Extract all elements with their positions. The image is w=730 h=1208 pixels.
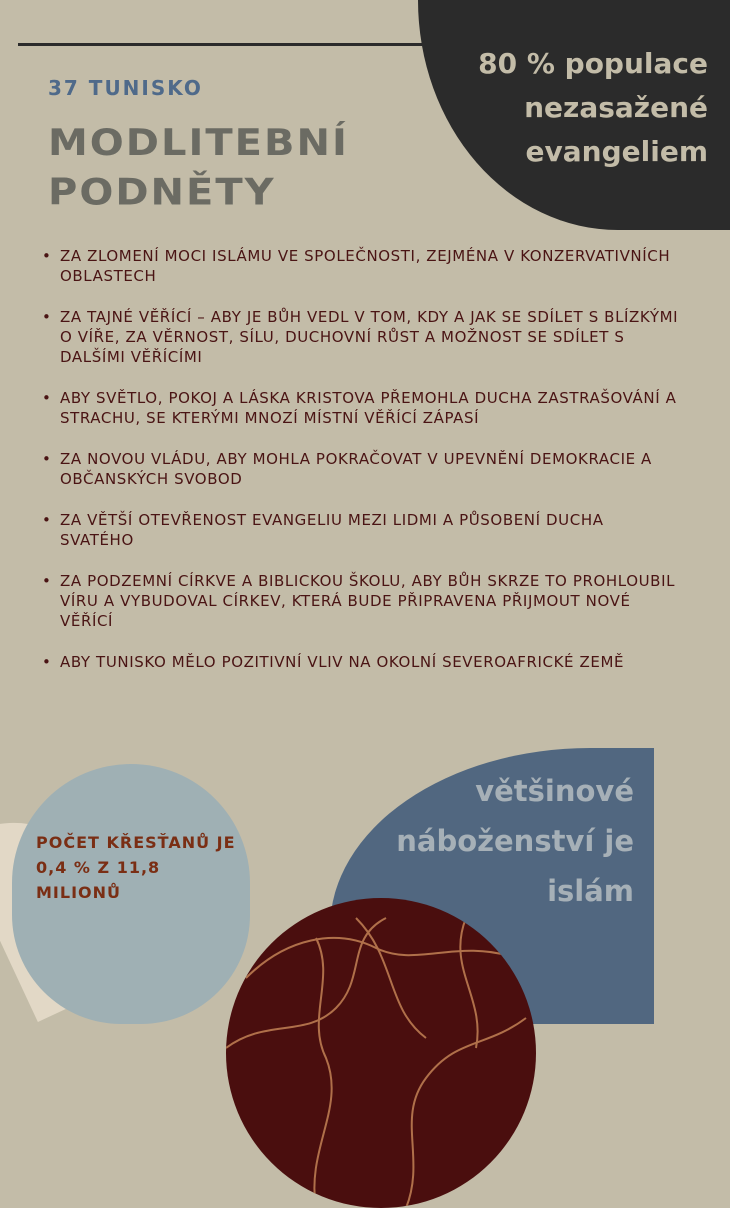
prayer-item: • ZA NOVOU VLÁDU, ABY MOHLA POKRAČOVAT V UPEVNĚNÍ DEMOKRACIE A OBČANSKÝCH SVOBOD xyxy=(42,449,682,489)
maroon-decor-ball xyxy=(226,898,536,1208)
country-label: 37 TUNISKO xyxy=(48,76,203,100)
page-title: MODLITEBNÍ PODNĚTY xyxy=(48,121,349,214)
prayer-item: • ABY SVĚTLO, POKOJ A LÁSKA KRISTOVA PŘEMOHLA DUCHA ZASTRAŠOVÁNÍ A STRACHU, SE KTERÝMI MNOZÍ MÍSTNÍ VĚŘÍCÍ ZÁPASÍ xyxy=(42,388,682,428)
prayer-item: • ABY TUNISKO MĚLO POZITIVNÍ VLIV NA OKOLNÍ SEVEROAFRICKÉ ZEMĚ xyxy=(42,652,682,672)
christians-stat: POČET KŘESŤANŮ JE 0,4 % Z 11,8 MILIONŮ xyxy=(36,833,236,902)
ball-lines-decor xyxy=(226,898,536,1208)
unreached-stat: 80 % populace nezasažené evangeliem xyxy=(478,47,708,168)
prayer-item: • ZA VĚTŠÍ OTEVŘENOST EVANGELIU MEZI LIDMI A PŮSOBENÍ DUCHA SVATÉHO xyxy=(42,510,682,550)
prayer-item: • ZA ZLOMENÍ MOCI ISLÁMU VE SPOLEČNOSTI, ZEJMÉNA V KONZERVATIVNÍCH OBLASTECH xyxy=(42,246,682,286)
religion-stat: většinové náboženství je islám xyxy=(396,774,634,908)
top-divider xyxy=(18,43,448,46)
prayer-item: • ZA TAJNÉ VĚŘÍCÍ – ABY JE BŮH VEDL V TOM, KDY A JAK SE SDÍLET S BLÍZKÝMI O VÍŘE, ZA VĚRNOST, SÍLU, DUCHOVNÍ RŮST A MOŽNOST SE SDÍLET S DALŠÍMI VĚŘÍCÍMI xyxy=(42,307,682,367)
prayer-list xyxy=(42,246,682,693)
prayer-item: • ZA PODZEMNÍ CÍRKVE A BIBLICKOU ŠKOLU, ABY BŮH SKRZE TO PROHLOUBIL VÍRU A VYBUDOVAL CÍRKEV, KTERÁ BUDE PŘIPRAVENA PŘIJMOUT NOVÉ VĚŘÍCÍ xyxy=(42,571,682,631)
